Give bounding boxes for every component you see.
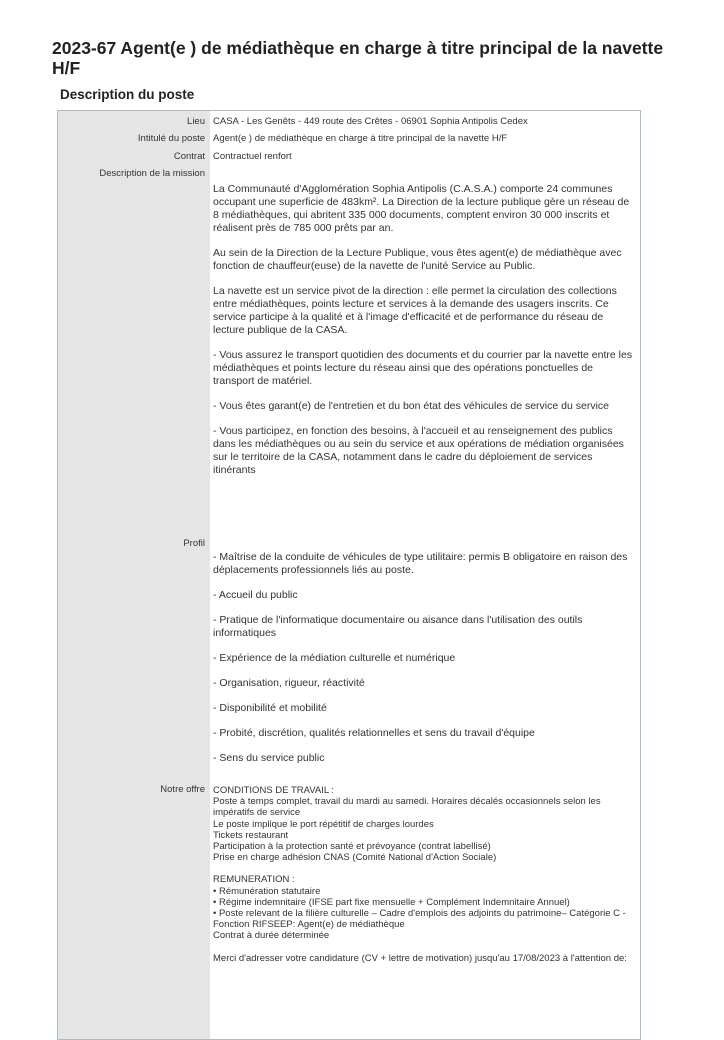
remuneration-line: • Rémunération statutaire [213, 885, 321, 897]
profil-item: - Accueil du public [213, 589, 298, 601]
profil-item: - Disponibilité et mobilité [213, 702, 327, 714]
contrat-value: Contractuel renfort [213, 151, 292, 162]
remuneration-line: • Poste relevant de la filière culturelle – Cadre d'emplois des adjoints du patrimoine– Catégorie C - Fonction RIFSEEP: Agent(e) de médiathèque [213, 908, 626, 931]
profil-label: Profil [183, 538, 205, 549]
profil-item: - Sens du service public [213, 752, 325, 764]
mission-paragraph: - Vous participez, en fonction des besoins, à l'accueil et au renseignement des publics dans les médiathèques ou au sein du service et aux opérations de médiation organisées sur le territoire de la CASA, notamment dans le cadre du déploiement de services itinérants [213, 425, 624, 476]
mission-paragraph: La Communauté d'Agglomération Sophia Antipolis (C.A.S.A.) comporte 24 communes occupant une superficie de 483km². La Direction de la lecture publique gère un réseau de 8 médiathèques, qui abritent 335 000 documents, comptent environ 30 000 inscrits et réalisent près de 785 000 prêts par an. [213, 183, 630, 234]
mission-paragraph: - Vous assurez le transport quotidien des documents et du courrier par la navette entre les médiathèques et points lecture du réseau ainsi que des opérations ponctuelles de transport de matériel. [213, 349, 633, 387]
contrat-label: Contrat [173, 151, 205, 162]
mission-text [213, 183, 633, 489]
section-title: Description du poste [60, 87, 195, 102]
offre-label: Notre offre [160, 784, 205, 795]
lieu-value: CASA - Les Genêts - 449 route des Crêtes - 06901 Sophia Antipolis Cedex [213, 116, 528, 127]
intitule-value: Agent(e ) de médiathèque en charge à titre principal de la navette H/F [213, 133, 508, 144]
mission-paragraph: Au sein de la Direction de la Lecture Publique, vous êtes agent(e) de médiathèque avec fonction de chauffeur(euse) de la navette de l'unité Service au Public. [213, 247, 622, 272]
profil-item: - Probité, discrétion, qualités relationnelles et sens du travail d'équipe [213, 727, 535, 739]
conditions-block [213, 785, 633, 863]
conditions-line: Le poste implique le port répétitif de charges lourdes [213, 818, 434, 830]
mission-label: Description de la mission [99, 168, 205, 179]
mission-paragraph: La navette est un service pivot de la direction : elle permet la circulation des collections entre médiathèques, points lecture et services à la demande des usagers inscrits. Ce service participe à la qualité et à l'image d'efficacité et de performance du réseau de lecture publique de la CASA. [213, 285, 617, 336]
remuneration-block [213, 874, 633, 941]
mission-paragraph: - Vous êtes garant(e) de l'entretien et du bon état des véhicules de service du service [213, 400, 609, 412]
label-column [58, 111, 210, 1039]
remuneration-title: REMUNERATION : [213, 874, 295, 886]
conditions-line: Tickets restaurant [213, 829, 289, 841]
offre-text [213, 785, 633, 975]
profil-item: - Organisation, rigueur, réactivité [213, 677, 365, 689]
lieu-label: Lieu [187, 116, 205, 127]
closing-text: Merci d'adresser votre candidature (CV + lettre de motivation) jusqu'au 17/08/2023 à l'attention de: [213, 952, 627, 964]
profil-item: - Expérience de la médiation culturelle et numérique [213, 652, 456, 664]
conditions-line: Prise en charge adhésion CNAS (Comité National d'Action Sociale) [213, 852, 497, 864]
intitule-label: Intitulé du poste [137, 133, 205, 144]
remuneration-line: Contrat à durée déterminée [213, 930, 330, 942]
conditions-line: Participation à la protection santé et prévoyance (contrat labellisé) [213, 841, 491, 853]
remuneration-line: • Régime indemnitaire (IFSE part fixe mensuelle + Complément Indemnitaire Annuel) [213, 896, 570, 908]
conditions-line: Poste à temps complet, travail du mardi au samedi. Horaires décalés occasionnels selon les impératifs de service [213, 796, 601, 819]
profil-text [213, 551, 633, 777]
job-description-table [57, 110, 641, 1040]
conditions-title: CONDITIONS DE TRAVAIL : [213, 785, 335, 796]
page-title: 2023-67 Agent(e ) de médiathèque en charge à titre principal de la navette H/F [52, 38, 664, 78]
profil-item: - Pratique de l'informatique documentaire ou aisance dans l'utilisation des outils informatiques [213, 614, 583, 639]
profil-item: - Maîtrise de la conduite de véhicules de type utilitaire: permis B obligatoire en raison des déplacements professionnels liés au poste. [213, 551, 628, 576]
